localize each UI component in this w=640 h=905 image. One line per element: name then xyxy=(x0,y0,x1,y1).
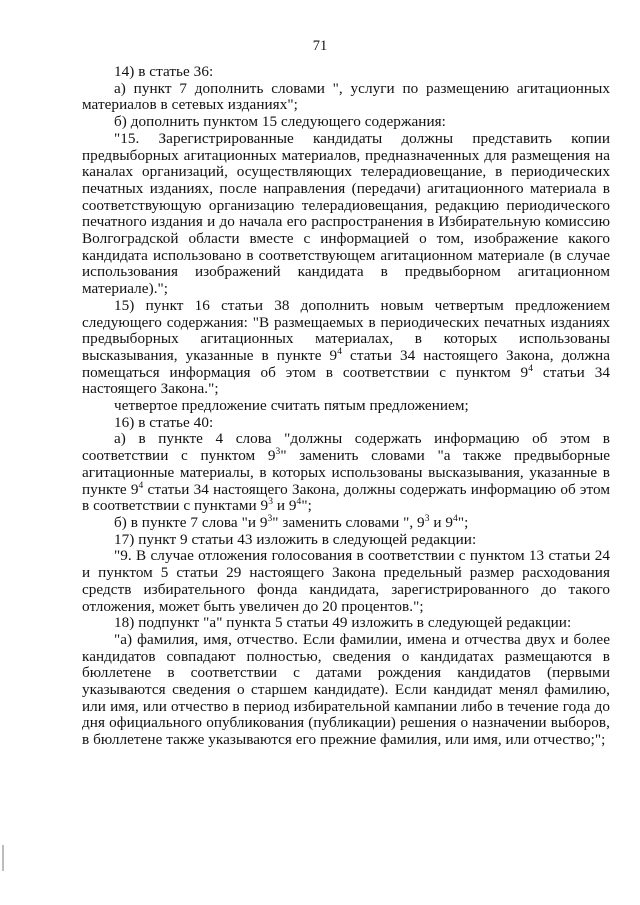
paragraph-quote-a: "а) фамилия, имя, отчество. Если фамилии, имена и отчества двух и более кандидатов совпадают полностью, сведения о кандидатах размещаются в бюллетене в соответствии с датами рождения кандидатов (первыми указываются сведения о старшем кандидате). Если кандидат менял фамилию, или имя, или отчество в период избирательной кампании либо в течение года до дня официального опубликования (публикации) решения о назначении выборов, в бюллетене также указываются его прежние фамилия, или имя, или отчество;"; xyxy=(82,630,610,749)
paragraph-item-14: 14) в статье 36: xyxy=(114,63,214,80)
paragraph-item-18: 18) подпункт "а" пункта 5 статьи 49 изложить в следующей редакции: xyxy=(114,614,572,632)
paragraph-fourth-sentence: четвертое предложение считать пятым предложением; xyxy=(114,397,469,415)
page-number: 71 xyxy=(312,38,328,54)
paragraph-quote-9: "9. В случае отложения голосования в соответствии с пунктом 13 статьи 24 и пунктом 5 статьи 29 настоящего Закона предельный размер расходования средств избирательного фонда кандидата, зарегистрированного до такого отложения, может быть увеличен до 20 процентов."; xyxy=(82,547,610,615)
paragraph-quote-15: "15. Зарегистрированные кандидаты должны представить копии предвыборных агитационных материалов, предназначенных для размещения на каналах организаций, осуществляющих телерадиовещание, в периодических печатных изданиях, после направления (передачи) агитационного материала в соответствующую организацию телерадиовещания, редакцию периодического печатного издания и до начала его распространения в Избирательную комиссию Волгоградской области вместе с информацией о том, изображение какого кандидата использовано в соответствующем агитационном материале (в случае использования изображений кандидата в предвыборном агитационном материале)."; xyxy=(82,129,610,298)
paragraph-subitem-a: а) пункт 7 дополнить словами ", услуги по размещению агитационных материалов в сетевых изданиях"; xyxy=(82,79,610,114)
paragraph-item-16-b: б) в пункте 7 слова "и $9^3$" заменить словами ", $9^3$ и $9^4$"; xyxy=(114,513,469,531)
paragraph-item-16-a: а) в пункте 4 слова "должны содержать информацию об этом в соответствии с пунктом $9^3$" заменить словами "а также предвыборные агитационные материалы, в которых использованы высказывания, указанные в пункте $9^4$ статьи 34 настоящего Закона, должны содержать информацию об этом в соответствии с пунктами $9^3$ и $9^4$"; xyxy=(82,430,611,515)
paragraph-item-16: 16) в статье 40: xyxy=(114,413,214,431)
scan-margin-mark xyxy=(2,845,4,871)
paragraph-item-15: 15) пункт 16 статьи 38 дополнить новым четвертым предложением следующего содержания: "В размещаемых в периодических печатных изданиях предвыборных агитационных материалах, в которых использованы высказывания, указанные в пункте $9^4$ статьи 34 настоящего Закона, должна помещаться информация об этом в соответствии с пунктом $9^4$ статьи 34 настоящего Закона."; xyxy=(82,296,610,398)
paragraph-item-17: 17) пункт 9 статьи 43 изложить в следующей редакции: xyxy=(114,530,477,548)
paragraph-subitem-b: б) дополнить пунктом 15 следующего содержания: xyxy=(114,113,446,131)
document-body xyxy=(82,64,610,749)
